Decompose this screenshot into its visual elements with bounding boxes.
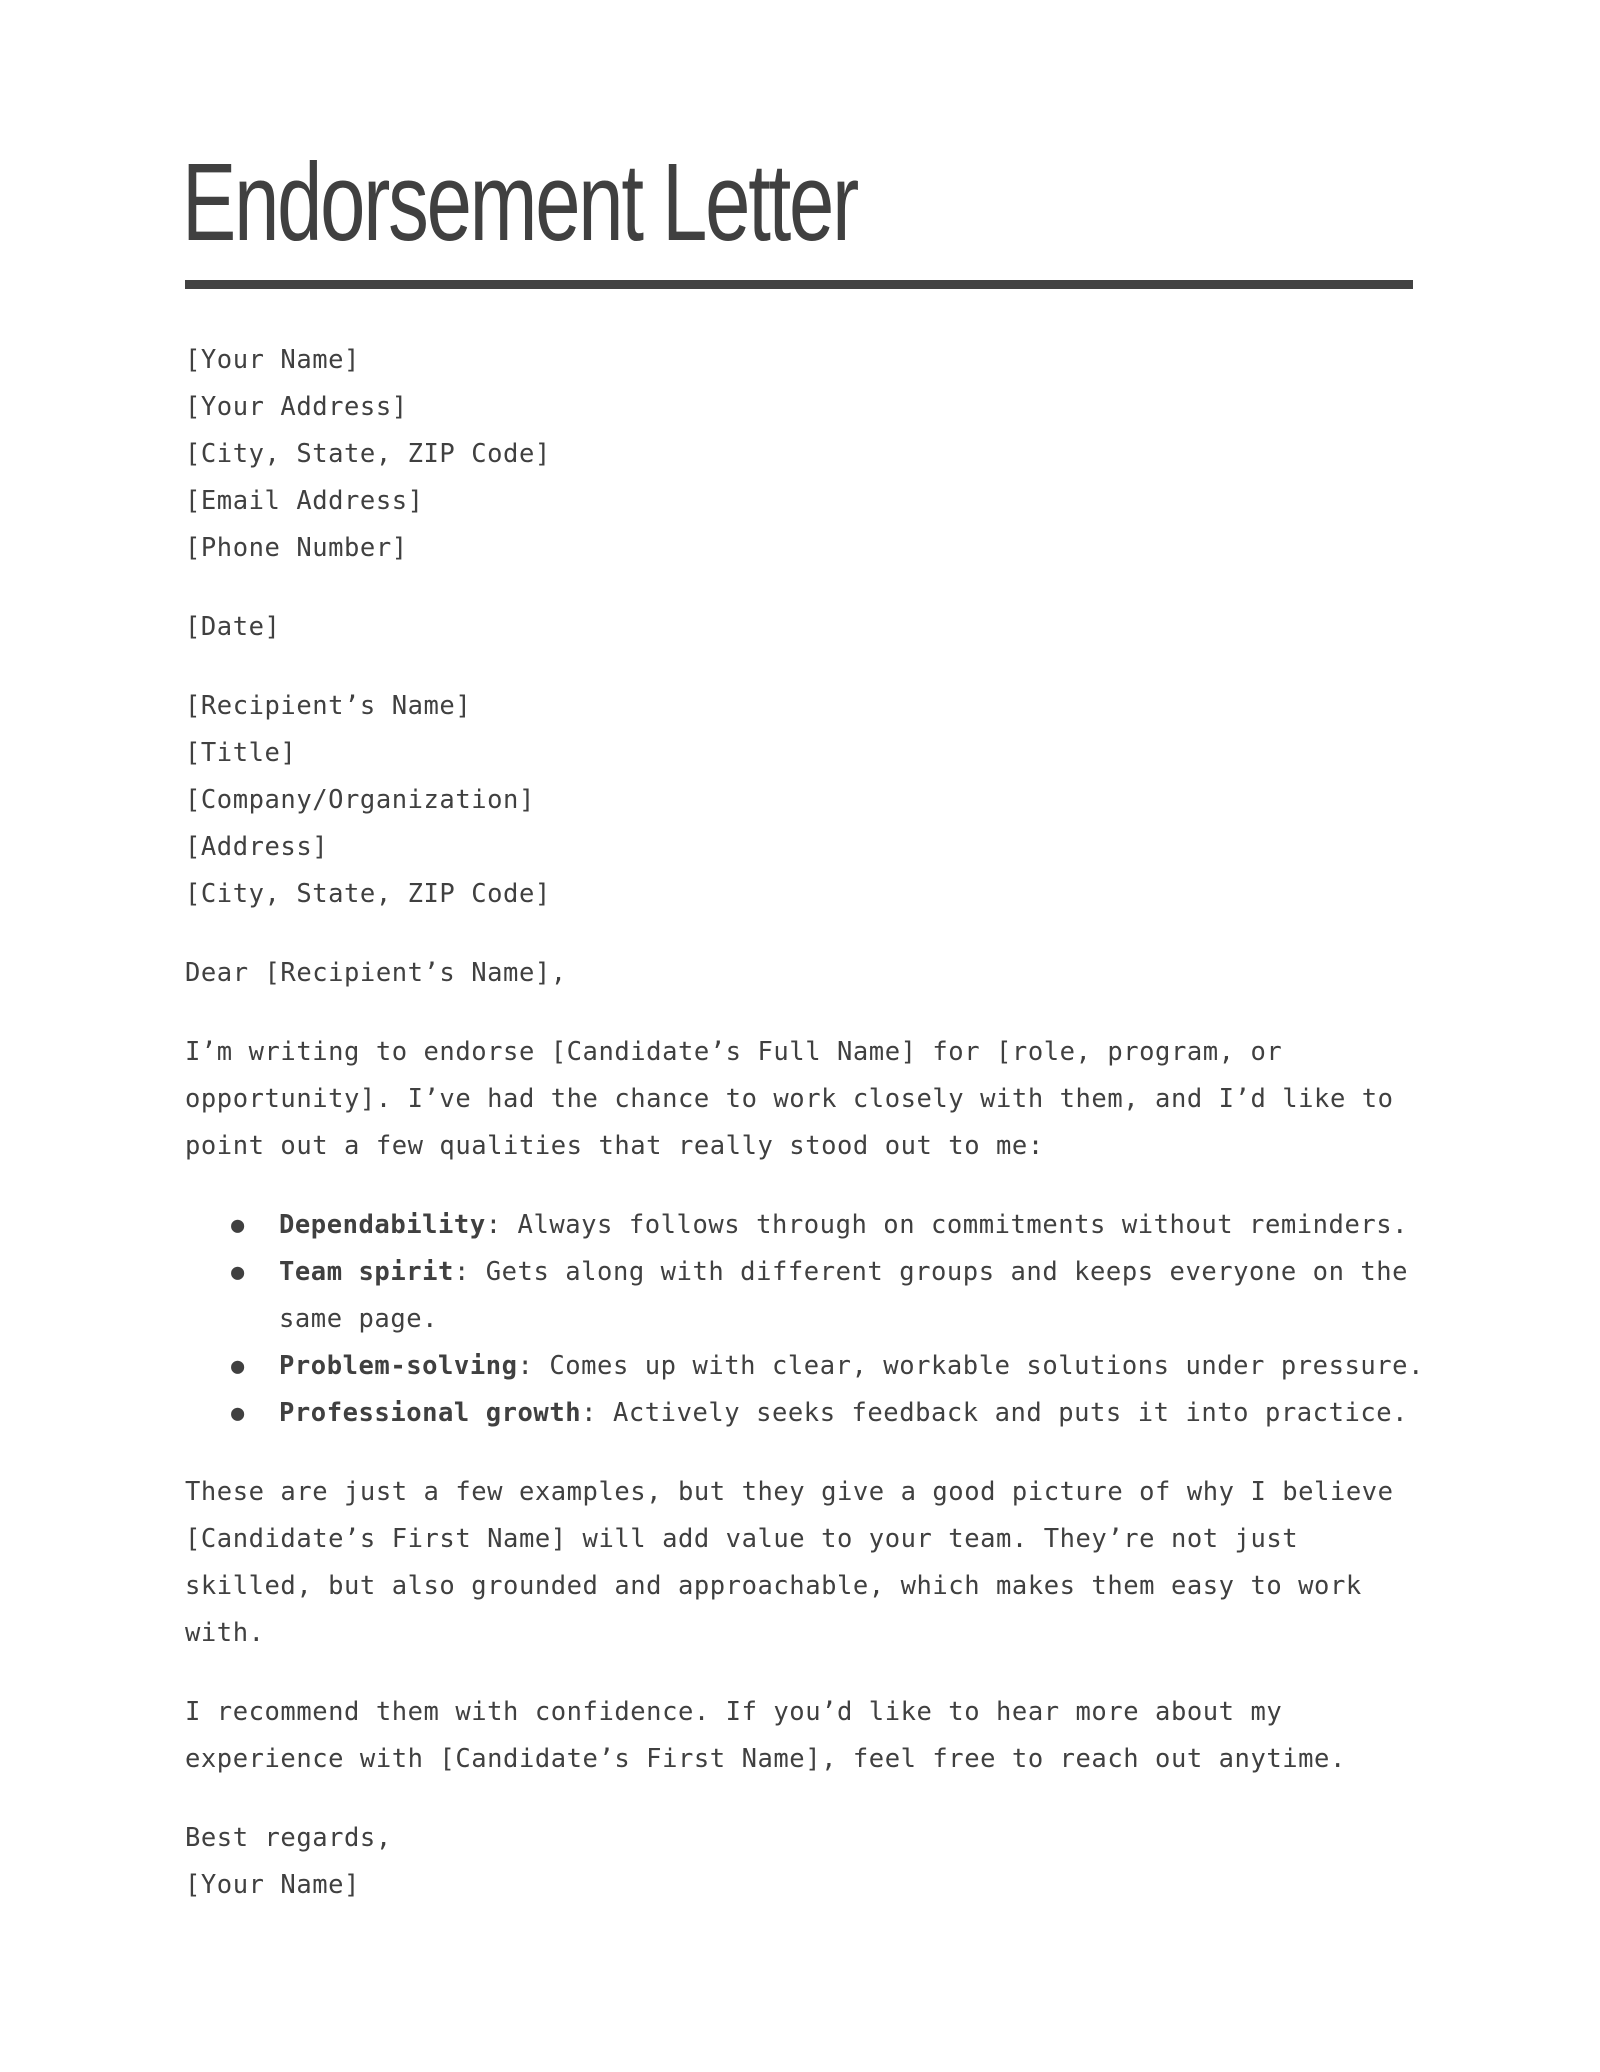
value-paragraph: These are just a few examples, but they give a good picture of why I believe [Candidate’s First Name] will add value to your team. They’re not just skilled, but also grounded and approachable, which makes them easy to work with. xyxy=(185,1477,1394,1648)
bullet-icon: ● xyxy=(231,1354,245,1379)
closing-block xyxy=(185,1815,1425,1909)
bullet-icon: ● xyxy=(231,1213,245,1238)
list-item xyxy=(231,1202,1429,1249)
quality-term: Team spirit xyxy=(279,1257,454,1287)
recipient-name: [Recipient’s Name] xyxy=(185,691,472,721)
quality-term: Problem-solving xyxy=(279,1351,518,1381)
bullet-icon: ● xyxy=(231,1260,245,1285)
intro-paragraph: I’m writing to endorse [Candidate’s Full Name] for [role, program, or opportunity]. I’ve had the chance to work closely with them, and I’d like to point out a few qualities that really stood out to me: xyxy=(185,1037,1394,1161)
list-item xyxy=(231,1390,1429,1437)
salutation-block xyxy=(185,950,1425,997)
sender-address: [Your Address] xyxy=(185,392,408,422)
sender-email: [Email Address] xyxy=(185,486,424,516)
recommendation-paragraph: I recommend them with confidence. If you’d like to hear more about my experience with [Candidate’s First Name], feel free to reach out anytime. xyxy=(185,1697,1346,1774)
recipient-organization: [Company/Organization] xyxy=(185,785,535,815)
date-block xyxy=(185,604,1425,651)
sender-name: [Your Name] xyxy=(185,345,360,375)
recipient-title: [Title] xyxy=(185,738,297,768)
list-item xyxy=(231,1343,1429,1390)
sender-phone: [Phone Number] xyxy=(185,533,408,563)
quality-description: : Always follows through on commitments without reminders. xyxy=(485,1210,1409,1240)
recipient-city-state-zip: [City, State, ZIP Code] xyxy=(185,879,551,909)
quality-term: Professional growth xyxy=(279,1398,582,1428)
closing-phrase: Best regards, xyxy=(185,1823,392,1853)
bullet-icon: ● xyxy=(231,1401,245,1426)
salutation: Dear [Recipient’s Name], xyxy=(185,958,567,988)
letter-date: [Date] xyxy=(185,612,281,642)
title-divider xyxy=(185,280,1413,289)
quality-term: Dependability xyxy=(279,1210,486,1240)
list-item xyxy=(231,1249,1429,1343)
quality-description: : Actively seeks feedback and puts it into practice. xyxy=(581,1398,1409,1428)
sender-city-state-zip: [City, State, ZIP Code] xyxy=(185,439,551,469)
signature-name: [Your Name] xyxy=(185,1870,360,1900)
sender-block xyxy=(185,337,1425,572)
recipient-address: [Address] xyxy=(185,832,329,862)
letter-body xyxy=(185,337,1425,1909)
quality-description: : Gets along with different groups and keeps everyone on the same page. xyxy=(279,1257,1409,1334)
page-title: Endorsement Letter xyxy=(182,141,857,264)
quality-description: : Comes up with clear, workable solutions under pressure. xyxy=(517,1351,1424,1381)
recipient-block xyxy=(185,683,1425,918)
qualities-list xyxy=(185,1202,1425,1437)
